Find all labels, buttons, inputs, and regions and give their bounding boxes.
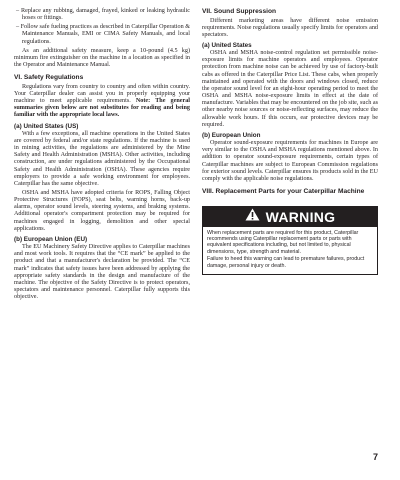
eu-directive-paragraph: The EU Machinery Safety Directive applies to Caterpillar machines and most work tools. It requires that the “CE mark” be applied to the product and that a manufacturer's declaration be provided. The “CE mark” indicates that safety issues have been addressed by applying the appropriate safety standards in the design and manufacture of the machine. The objective of the Safety Directive is to protect operators, spectators and maintenance personnel. Caterpillar fully supports this objective. xyxy=(14,244,190,301)
left-column xyxy=(14,8,190,303)
warning-box xyxy=(202,206,378,275)
us-regulations-paragraph: With a few exceptions, all machine operations in the United States are covered by federal and/or state regulations. If the machine is used in mining activities, the regulations are administered by the Mine Safety and Health Administration (MSHA). Other activities, including construction, are under regulations administered by the Occupational Safety and Health Administration (OSHA). These agencies require employers to provide a safe working environment for employees. Caterpillar has the same objective. xyxy=(14,130,190,187)
regulations-intro-text: Regulations vary from country to country and often within country. Your Caterpillar dealer can assist you in properly equipping your machine to meet applicable requirements. xyxy=(14,83,190,105)
warning-text-recommendation: When replacement parts are required for this product, Caterpillar recommends using Caterpillar replacement parts or parts with equivalent specifications including, but not limited to, physical dimensions, type, strength and material. xyxy=(207,229,359,255)
page-number: 7 xyxy=(372,452,378,462)
warning-triangle-icon xyxy=(245,208,260,226)
subsection-united-states-heading: (a) United States (US) xyxy=(14,122,79,130)
regulations-intro-paragraph xyxy=(14,84,190,120)
right-column xyxy=(202,8,378,303)
sound-intro-paragraph: Different marketing areas have different noise emission requirements. Noise regulations usually specify limits for operators and spectators. xyxy=(202,17,378,38)
warning-body xyxy=(203,227,377,274)
subsection-european-union-heading: (b) European Union (EU) xyxy=(14,235,88,243)
two-column-layout xyxy=(14,8,378,303)
bullet-hydraulic-hoses: – Replace any rubbing, damaged, frayed, kinked or leaking hydraulic hoses or fittings. xyxy=(16,8,190,22)
warning-text-consequence: Failure to heed this warning can lead to premature failures, product damage, personal injury or death. xyxy=(207,256,365,269)
regulations-note-text: Note: The general summaries given below are not substitutes for reading and being familiar with the appropriate local laws. xyxy=(14,98,190,119)
subsection-eu-noise-heading: (b) European Union xyxy=(202,131,261,139)
warning-title: WARNING xyxy=(265,208,336,225)
section-sound-suppression-heading: VII. Sound Suppression xyxy=(202,8,277,15)
subsection-us-noise-heading: (a) United States xyxy=(202,41,252,49)
fire-extinguisher-paragraph: As an additional safety measure, keep a 10-pound (4.5 kg) minimum fire extinguisher on the machine in a location as specified in the Operator and Maintenance Manual. xyxy=(14,47,190,69)
section-safety-regulations-heading: VI. Safety Regulations xyxy=(14,74,84,82)
section-replacement-parts-heading: VIII. Replacement Parts for your Caterpillar Machine xyxy=(202,188,365,196)
osha-msha-criteria-paragraph: OSHA and MSHA have adopted criteria for ROPS, Falling Object Protective Structures (FOPS), seat belts, warning horns, back-up alarms, operator sound levels, steering systems, and braking systems. Additional operator's compartment protection may be required for machines engaged in logging, demolition and other special applications. xyxy=(14,189,190,232)
warning-header xyxy=(203,207,377,227)
bullet-safe-fueling: – Follow safe fueling practices as described in Caterpillar Operation & Maintenance Manuals, EMI or CIMA Safety Manuals, and local regulations. xyxy=(16,24,190,45)
eu-noise-paragraph: Operator sound-exposure requirements for machines in Europe are very similar to the OSHA and MSHA regulations mentioned above. In addition to operator sound-exposure requirements, certain types of Caterpillar machines are subject to European Commission regulations for exterior sound levels. Caterpillar ensures its products sold in the EU comply with the applicable noise regulations. xyxy=(202,140,378,182)
us-noise-paragraph: OSHA and MSHA noise-control regulation set permissible noise-exposure limits for machine operators and employees. Operator protection from machine noise can be achieved by use of factory-built cabs as offered in the Caterpillar Price List. These cabs, when properly maintained and operated with the doors and windows closed, reduce the operator sound level for an eight-hour operating period to meet the OSHA and MSHA noise-exposure limits in effect at the date of manufacture. Variables that may be encountered on the job site, such as other nearby noise sources or noise-reflecting surfaces, may reduce the allowable work hours. If this occurs, ear protective devices may be required. xyxy=(202,50,378,128)
